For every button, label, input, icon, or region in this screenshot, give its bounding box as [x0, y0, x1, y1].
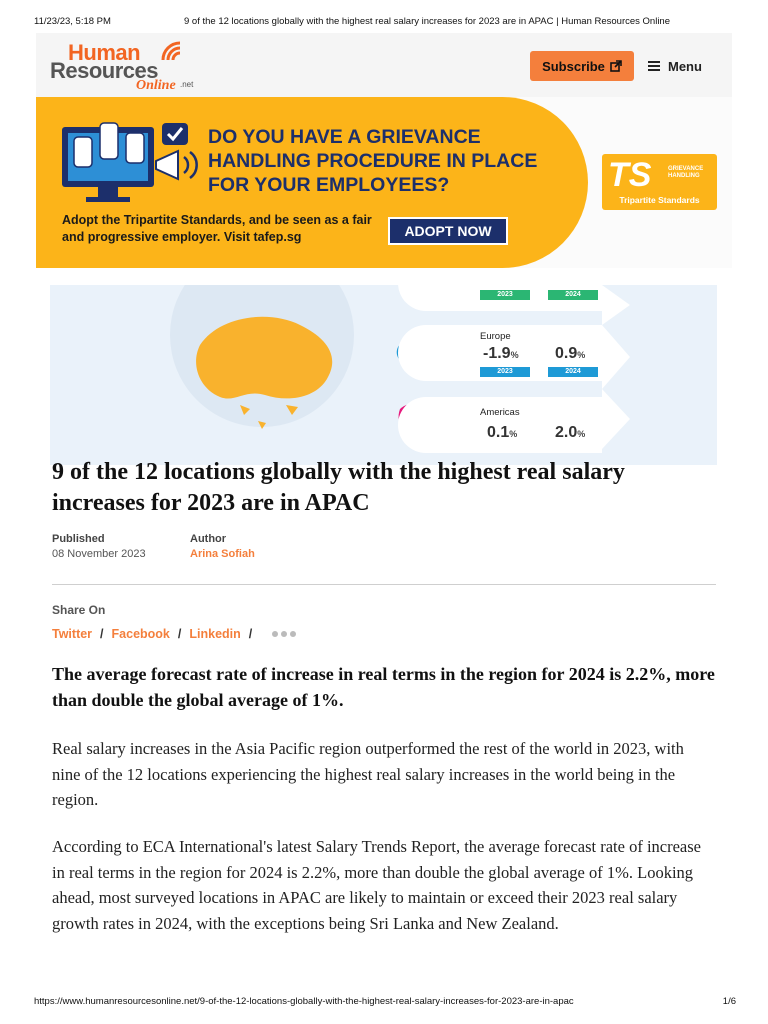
share-twitter-link[interactable]: Twitter: [52, 627, 93, 641]
year-tag-2024: 2024: [548, 290, 598, 300]
print-url: https://www.humanresourcesonline.net/9-of-the-12-locations-globally-with-the-highest-real-salary-increases-for-2023-are-in-apac: [34, 996, 574, 1007]
share-links: [52, 627, 296, 641]
article-paragraph-1: Real salary increases in the Asia Pacific region outperformed the rest of the world in 2023, with nine of the 12 locations experiencing the highest real salary increases in the world being in the region.: [52, 739, 684, 809]
ad-banner[interactable]: [36, 97, 732, 268]
site-logo[interactable]: [50, 40, 210, 96]
menu-button[interactable]: [648, 51, 702, 81]
share-separator: /: [100, 627, 104, 641]
year-tag-2023: 2023: [480, 367, 530, 377]
share-facebook-link[interactable]: Facebook: [111, 627, 170, 641]
hero-image: [50, 285, 717, 465]
ad-subtext: Adopt the Tripartite Standards, and be seen as a fair and progressive employer. Visit tafep.sg: [62, 213, 372, 244]
subscribe-label: Subscribe: [542, 58, 605, 74]
share-separator: /: [177, 627, 182, 641]
adopt-now-button[interactable]: ADOPT NOW: [388, 217, 508, 245]
region-value-europe-2023: -1.9%: [483, 345, 519, 362]
logo-word-human: Human: [68, 40, 141, 65]
print-page-title: 9 of the 12 locations globally with the highest real salary increases for 2023 are in APAC | Human Resources Online: [184, 16, 670, 27]
share-label: Share On: [52, 603, 106, 617]
meta-divider: [52, 584, 716, 585]
wifi-signal-icon: [160, 40, 186, 62]
published-label: Published: [52, 533, 105, 545]
ad-headline: DO YOU HAVE A GRIEVANCE HANDLING PROCEDURE IN PLACE FOR YOUR EMPLOYEES?: [208, 126, 538, 196]
region-value-americas-2023: 0.1%: [487, 424, 518, 441]
logo-word-resources: Resources: [50, 58, 159, 83]
article-paragraph-2: According to ECA International's latest Salary Trends Report, the average forecast rate of increase in real terms in the region for 2024 is 2.2%, more than double the global average of 1%. Looking ahead, most surveyed locations in APAC are likely to maintain or exceed their 2023 real salary growth rates in 2024, with the exceptions being Sri Lanka and New Zealand.: [52, 837, 702, 933]
print-datetime: 11/23/23, 5:18 PM: [34, 16, 111, 27]
raised-hands-megaphone-icon: [58, 117, 208, 209]
region-value-americas-2024: 2.0%: [555, 424, 586, 441]
ts-logo-mark: TS: [608, 156, 652, 194]
ts-logo-name: Tripartite Standards: [619, 195, 700, 205]
tripartite-standards-logo: [602, 154, 717, 210]
region-value-europe-2024: 0.9%: [555, 345, 586, 362]
menu-label: Menu: [668, 58, 702, 74]
hamburger-icon: [648, 61, 660, 71]
year-tag-2023: 2023: [480, 290, 530, 300]
article-title: 9 of the 12 locations globally with the highest real salary increases for 2023 are in APAC: [52, 459, 625, 516]
more-options-icon[interactable]: [272, 631, 296, 637]
region-name-europe: Europe: [480, 331, 511, 342]
subscribe-button[interactable]: [530, 51, 634, 81]
logo-suffix: .net: [180, 80, 194, 89]
region-name-americas: Americas: [480, 407, 520, 418]
hero-map-art: [50, 285, 717, 465]
author-label: Author: [190, 533, 227, 545]
share-linkedin-link[interactable]: Linkedin: [189, 627, 241, 641]
article-lede: The average forecast rate of increase in real terms in the region for 2024 is 2.2%, more than double the global average of 1%.: [52, 664, 715, 710]
logo-word-online: Online: [136, 78, 176, 93]
external-link-icon: [610, 60, 622, 72]
site-header: [36, 33, 732, 97]
print-page-number: 1/6: [722, 996, 736, 1007]
published-date: 08 November 2023: [52, 548, 146, 560]
share-separator: /: [248, 627, 253, 641]
year-tag-2024: 2024: [548, 367, 598, 377]
author-link[interactable]: Arina Sofiah: [190, 548, 255, 560]
ts-logo-tag: GRIEVANCE HANDLING: [668, 166, 704, 179]
